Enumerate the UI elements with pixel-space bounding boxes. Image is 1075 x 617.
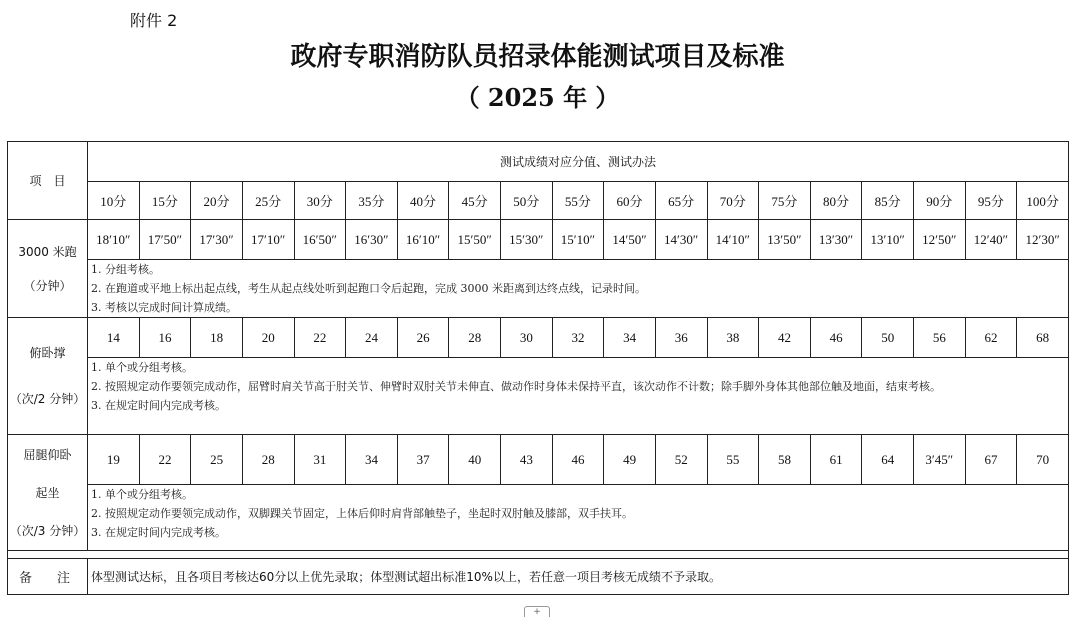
value-cell: 17′10″: [242, 220, 294, 260]
value-cell: 31: [294, 435, 346, 485]
value-cell: 16′30″: [346, 220, 398, 260]
value-cell: 70: [1017, 435, 1069, 485]
value-cell: 49: [604, 435, 656, 485]
item-cell-pushup: [8, 318, 88, 435]
score-header: 90分: [914, 182, 966, 220]
score-header: 75分: [759, 182, 811, 220]
value-cell: 14′50″: [604, 220, 656, 260]
value-cell: 18: [191, 318, 243, 358]
test-method-situp: [88, 485, 1069, 551]
value-cell: 43: [501, 435, 553, 485]
score-header: 65分: [655, 182, 707, 220]
value-cell: 14′10″: [707, 220, 759, 260]
value-cell: 34: [346, 435, 398, 485]
rule-line: 3. 在规定时间内完成考核。: [91, 399, 226, 412]
item-name: 俯卧撑: [29, 346, 66, 360]
rule-line: 1. 分组考核。: [91, 263, 160, 276]
value-cell: 20: [242, 318, 294, 358]
item-unit: （分钟）: [23, 278, 72, 293]
value-cell: 52: [655, 435, 707, 485]
note-label: 备 注: [8, 559, 88, 595]
value-cell: 46: [552, 435, 604, 485]
score-header: 50分: [501, 182, 553, 220]
score-header: 85分: [862, 182, 914, 220]
value-cell: 13′10″: [862, 220, 914, 260]
value-cell: 14: [88, 318, 140, 358]
rule-line: 1. 单个或分组考核。: [91, 361, 193, 374]
score-header: 100分: [1017, 182, 1069, 220]
item-name-line2: 起坐: [35, 485, 60, 500]
test-method-3000m: [88, 260, 1069, 318]
value-cell: 61: [810, 435, 862, 485]
score-header: 70分: [707, 182, 759, 220]
value-cell: 19: [88, 435, 140, 485]
score-header: 80分: [810, 182, 862, 220]
value-cell: 40: [449, 435, 501, 485]
year-label: （ 2025 年 ）: [455, 83, 620, 112]
value-cell: 62: [965, 318, 1017, 358]
spacer-row: [8, 551, 1069, 559]
value-cell: 46: [810, 318, 862, 358]
value-cell: 36: [655, 318, 707, 358]
value-cell: 17′30″: [191, 220, 243, 260]
table-row: [8, 318, 1069, 358]
value-cell: 64: [862, 435, 914, 485]
value-cell: 17′50″: [139, 220, 191, 260]
value-cell: 12′30″: [1017, 220, 1069, 260]
item-header: 项 目: [8, 142, 88, 220]
value-cell: 50: [862, 318, 914, 358]
item-name: 屈腿仰卧: [23, 447, 72, 462]
standards-table: [7, 141, 1069, 595]
value-cell: 15′50″: [449, 220, 501, 260]
attachment-label: 附件 2: [130, 11, 178, 30]
value-cell: 14′30″: [655, 220, 707, 260]
page-title: 政府专职消防队员招录体能测试项目及标准: [290, 42, 785, 72]
score-header: 60分: [604, 182, 656, 220]
rule-line: 3. 在规定时间内完成考核。: [91, 526, 226, 539]
item-cell-3000m: [8, 220, 88, 318]
value-cell: 12′40″: [965, 220, 1017, 260]
item-unit: （次/3 分钟）: [9, 523, 86, 538]
rule-line: 3. 考核以完成时间计算成绩。: [91, 301, 237, 314]
score-header: 15分: [139, 182, 191, 220]
note-text: 体型测试达标，且各项目考核达60分以上优先录取；体型测试超出标准10%以上，若任意一项目考核无成绩不予录取。: [88, 559, 1069, 595]
rule-line: 2. 按照规定动作要领完成动作，屈臂时肩关节高于肘关节、伸臂时双肘关节未伸直、做动作时身体未保持平直，该次动作不计数；除手脚外身体其他部位触及地面，结束考核。: [91, 380, 941, 393]
score-header: 55分: [552, 182, 604, 220]
page-tab-handle[interactable]: +: [524, 606, 550, 617]
value-cell: 34: [604, 318, 656, 358]
item-name: 3000 米跑: [18, 244, 77, 259]
value-cell: 67: [965, 435, 1017, 485]
score-header-row: [8, 182, 1069, 220]
value-cell: 12′50″: [914, 220, 966, 260]
rule-line: 2. 按照规定动作要领完成动作，双脚踝关节固定，上体后仰时肩背部触垫子，坐起时双肘触及膝部，双手扶耳。: [91, 507, 633, 520]
score-header: 10分: [88, 182, 140, 220]
value-cell: 13′30″: [810, 220, 862, 260]
score-header: 35分: [346, 182, 398, 220]
value-cell: 28: [449, 318, 501, 358]
value-cell: 16: [139, 318, 191, 358]
score-header: 95分: [965, 182, 1017, 220]
score-header: 40分: [397, 182, 449, 220]
table-row: [8, 220, 1069, 260]
score-header: 45分: [449, 182, 501, 220]
item-cell-situp: [8, 435, 88, 551]
value-cell: 58: [759, 435, 811, 485]
value-cell: 22: [294, 318, 346, 358]
value-cell: 68: [1017, 318, 1069, 358]
value-cell: 24: [346, 318, 398, 358]
value-cell: 16′50″: [294, 220, 346, 260]
value-cell: 38: [707, 318, 759, 358]
value-cell: 32: [552, 318, 604, 358]
score-header: 25分: [242, 182, 294, 220]
value-cell: 22: [139, 435, 191, 485]
item-unit: （次/2 分钟）: [9, 392, 86, 406]
table-row: [8, 435, 1069, 485]
value-cell: 16′10″: [397, 220, 449, 260]
value-cell: 30: [501, 318, 553, 358]
value-cell: 3′45″: [914, 435, 966, 485]
score-header: 30分: [294, 182, 346, 220]
value-cell: 55: [707, 435, 759, 485]
note-row: [8, 559, 1069, 595]
score-header: 20分: [191, 182, 243, 220]
value-cell: 26: [397, 318, 449, 358]
value-cell: 25: [191, 435, 243, 485]
value-cell: 37: [397, 435, 449, 485]
value-cell: 28: [242, 435, 294, 485]
value-cell: 18′10″: [88, 220, 140, 260]
value-cell: 15′30″: [501, 220, 553, 260]
rule-line: 1. 单个或分组考核。: [91, 488, 193, 501]
value-cell: 13′50″: [759, 220, 811, 260]
value-cell: 15′10″: [552, 220, 604, 260]
value-cell: 42: [759, 318, 811, 358]
value-cell: 56: [914, 318, 966, 358]
method-header: 测试成绩对应分值、测试办法: [88, 142, 1069, 182]
rule-line: 2. 在跑道或平地上标出起点线，考生从起点线处听到起跑口令后起跑，完成 3000 米距离到达终点线，记录时间。: [91, 282, 646, 295]
test-method-pushup: [88, 358, 1069, 435]
